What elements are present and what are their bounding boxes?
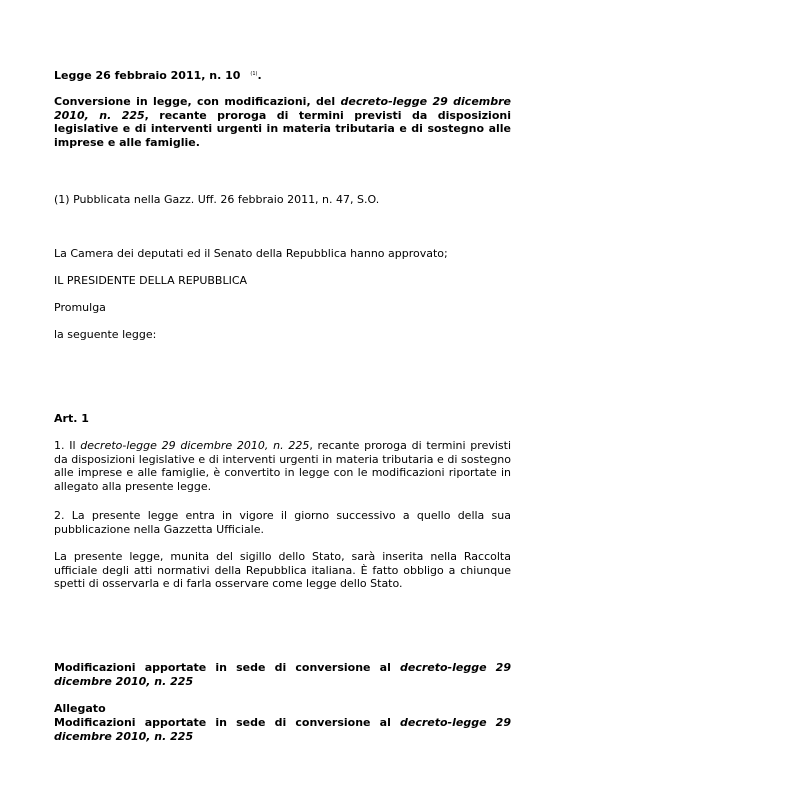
subtitle-post: , recante proroga di termini previsti da disposizioni legislative e di interventi urgenti in materia tributaria e di sostegno alle imprese e alle famiglie. bbox=[54, 108, 511, 149]
modifications-heading-decree-ref: decreto-legge 29 dicembre 2010, n. 225 bbox=[54, 661, 511, 688]
article-paragraph-1 bbox=[54, 439, 511, 493]
promulga-statement: Promulga bbox=[54, 301, 106, 314]
modifications-heading bbox=[54, 661, 511, 688]
annex-label: Allegato bbox=[54, 702, 106, 715]
law-title bbox=[54, 68, 511, 83]
paragraph-1-post: , recante proroga di termini previsti da disposizioni legislative e di interventi urgenti in materia tributaria e di sostegno alle imprese e alle famiglie, è convertito in legge con le modificazioni riportate in allegato alla presente legge. bbox=[54, 439, 512, 493]
footnote-reference[interactable]: (1) bbox=[250, 71, 258, 77]
article-title: Art. 1 bbox=[54, 412, 89, 425]
article-paragraph-3: La presente legge, munita del sigillo dello Stato, sarà inserita nella Raccolta ufficiale degli atti normativi della Repubblica italiana. È fatto obbligo a chiunque spetti di osservarla e di farla osservare come legge dello Stato. bbox=[54, 550, 511, 591]
law-title-end: . bbox=[257, 69, 262, 82]
subtitle-pre: Conversione in legge, con modificazioni, del bbox=[54, 95, 341, 108]
paragraph-1-decree-ref: decreto-legge 29 dicembre 2010, n. 225 bbox=[80, 439, 310, 452]
following-law-statement: la seguente legge: bbox=[54, 328, 157, 341]
law-title-text: Legge 26 febbraio 2011, n. 10 bbox=[54, 69, 241, 82]
annex-heading-decree-ref: decreto-legge 29 dicembre 2010, n. 225 bbox=[54, 716, 511, 743]
modifications-heading-pre: Modificazioni apportate in sede di conversione al bbox=[54, 661, 400, 674]
approval-statement: La Camera dei deputati ed il Senato della Repubblica hanno approvato; bbox=[54, 247, 448, 260]
publication-footnote: (1) Pubblicata nella Gazz. Uff. 26 febbraio 2011, n. 47, S.O. bbox=[54, 193, 380, 206]
annex-heading bbox=[54, 716, 511, 743]
law-subtitle bbox=[54, 95, 511, 149]
annex-heading-pre: Modificazioni apportate in sede di conversione al bbox=[54, 716, 400, 729]
subtitle-decree-ref: decreto-legge 29 dicembre 2010, n. 225 bbox=[54, 95, 512, 122]
paragraph-1-pre: 1. Il bbox=[54, 439, 81, 452]
president-heading: IL PRESIDENTE DELLA REPUBBLICA bbox=[54, 274, 248, 287]
article-paragraph-2: 2. La presente legge entra in vigore il giorno successivo a quello della sua pubblicazione nella Gazzetta Ufficiale. bbox=[54, 509, 511, 536]
